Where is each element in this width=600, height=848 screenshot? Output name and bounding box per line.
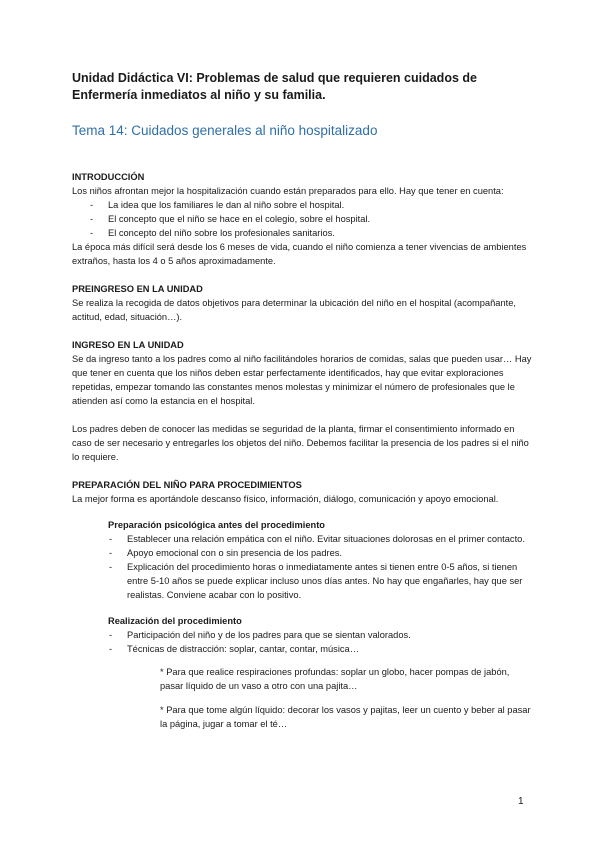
intro-heading: INTRODUCCIÓN [72, 172, 145, 182]
document-page [72, 70, 532, 740]
realizacion-subsection [108, 614, 532, 731]
list-item: - La idea que los familiares le dan al niño sobre el hospital. [72, 198, 532, 212]
ingreso-text-1: Se da ingreso tanto a los padres como al niño facilitándoles horarios de comidas, salas que pueden usar… Hay que tener en cuenta que los niños deben estar perfectamente identificados, hay que evitar exploraciones repetidas, empezar tomando las constantes menos molestas y minimizar el número de profesionales que le atienden así como la estancia en el hospital. [72, 354, 532, 406]
page-number: 1 [518, 796, 524, 807]
intro-list [72, 198, 532, 240]
list-item: - Apoyo emocional con o sin presencia de los padres. [108, 546, 532, 560]
list-item: - Técnicas de distracción: soplar, cantar, contar, música… [108, 642, 532, 656]
list-item: - Participación del niño y de los padres para que se sientan valorados. [108, 628, 532, 642]
preingreso-section [72, 282, 532, 324]
ingreso-text-2: Los padres deben de conocer las medidas se seguridad de la planta, firmar el consentimiento informado en caso de ser necesario y entregarles los objetos del niño. Debemos facilitar la presencia de los padres si el niño lo requiere. [72, 424, 529, 462]
psicologica-heading: Preparación psicológica antes del procedimiento [108, 520, 325, 530]
preparacion-heading: PREPARACIÓN DEL NIÑO PARA PROCEDIMIENTOS [72, 480, 302, 490]
intro-text: Los niños afrontan mejor la hospitalización cuando están preparados para ello. Hay que tener en cuenta: [72, 186, 504, 196]
list-item: - Explicación del procedimiento horas o inmediatamente antes si tienen entre 0-5 años, si tienen entre 5-10 años se puede explicar incluso unos días antes. No hay que engañarles, hay que ser realistas. Conviene acabar con lo positivo. [108, 560, 532, 602]
preparacion-text: La mejor forma es aportándole descanso físico, información, diálogo, comunicación y apoyo emocional. [72, 494, 499, 504]
psicologica-list [108, 532, 532, 602]
ingreso-heading: INGRESO EN LA UNIDAD [72, 340, 184, 350]
realizacion-list [108, 628, 532, 656]
preparacion-section [72, 478, 532, 731]
realizacion-note: * Para que tome algún líquido: decorar los vasos y pajitas, leer un cuento y beber al pasar la página, jugar a tomar el té… [160, 704, 531, 729]
list-item: - Establecer una relación empática con el niño. Evitar situaciones dolorosas en el primer contacto. [108, 532, 532, 546]
psicologica-subsection [108, 518, 532, 602]
intro-closing: La época más difícil será desde los 6 meses de vida, cuando el niño comienza a tener vivencias de ambientes extraños, hasta los 4 o 5 años aproximadamente. [72, 242, 527, 266]
intro-section [72, 170, 532, 268]
list-item: - El concepto del niño sobre los profesionales sanitarios. [72, 226, 532, 240]
ingreso-section [72, 338, 532, 464]
realizacion-heading: Realización del procedimiento [108, 616, 242, 626]
realizacion-note: * Para que realice respiraciones profundas: soplar un globo, hacer pompas de jabón, pasar líquido de un vaso a otro con una pajita… [160, 667, 510, 692]
list-item: - El concepto que el niño se hace en el colegio, sobre el hospital. [72, 212, 532, 226]
unit-title: Unidad Didáctica VI: Problemas de salud que requieren cuidados de Enfermería inmediatos al niño y su familia. [72, 71, 477, 102]
topic-title: Tema 14: Cuidados generales al niño hospitalizado [72, 123, 378, 138]
preingreso-heading: PREINGRESO EN LA UNIDAD [72, 284, 203, 294]
preingreso-text: Se realiza la recogida de datos objetivos para determinar la ubicación del niño en el hospital (acompañante, actitud, edad, situación…). [72, 298, 516, 322]
